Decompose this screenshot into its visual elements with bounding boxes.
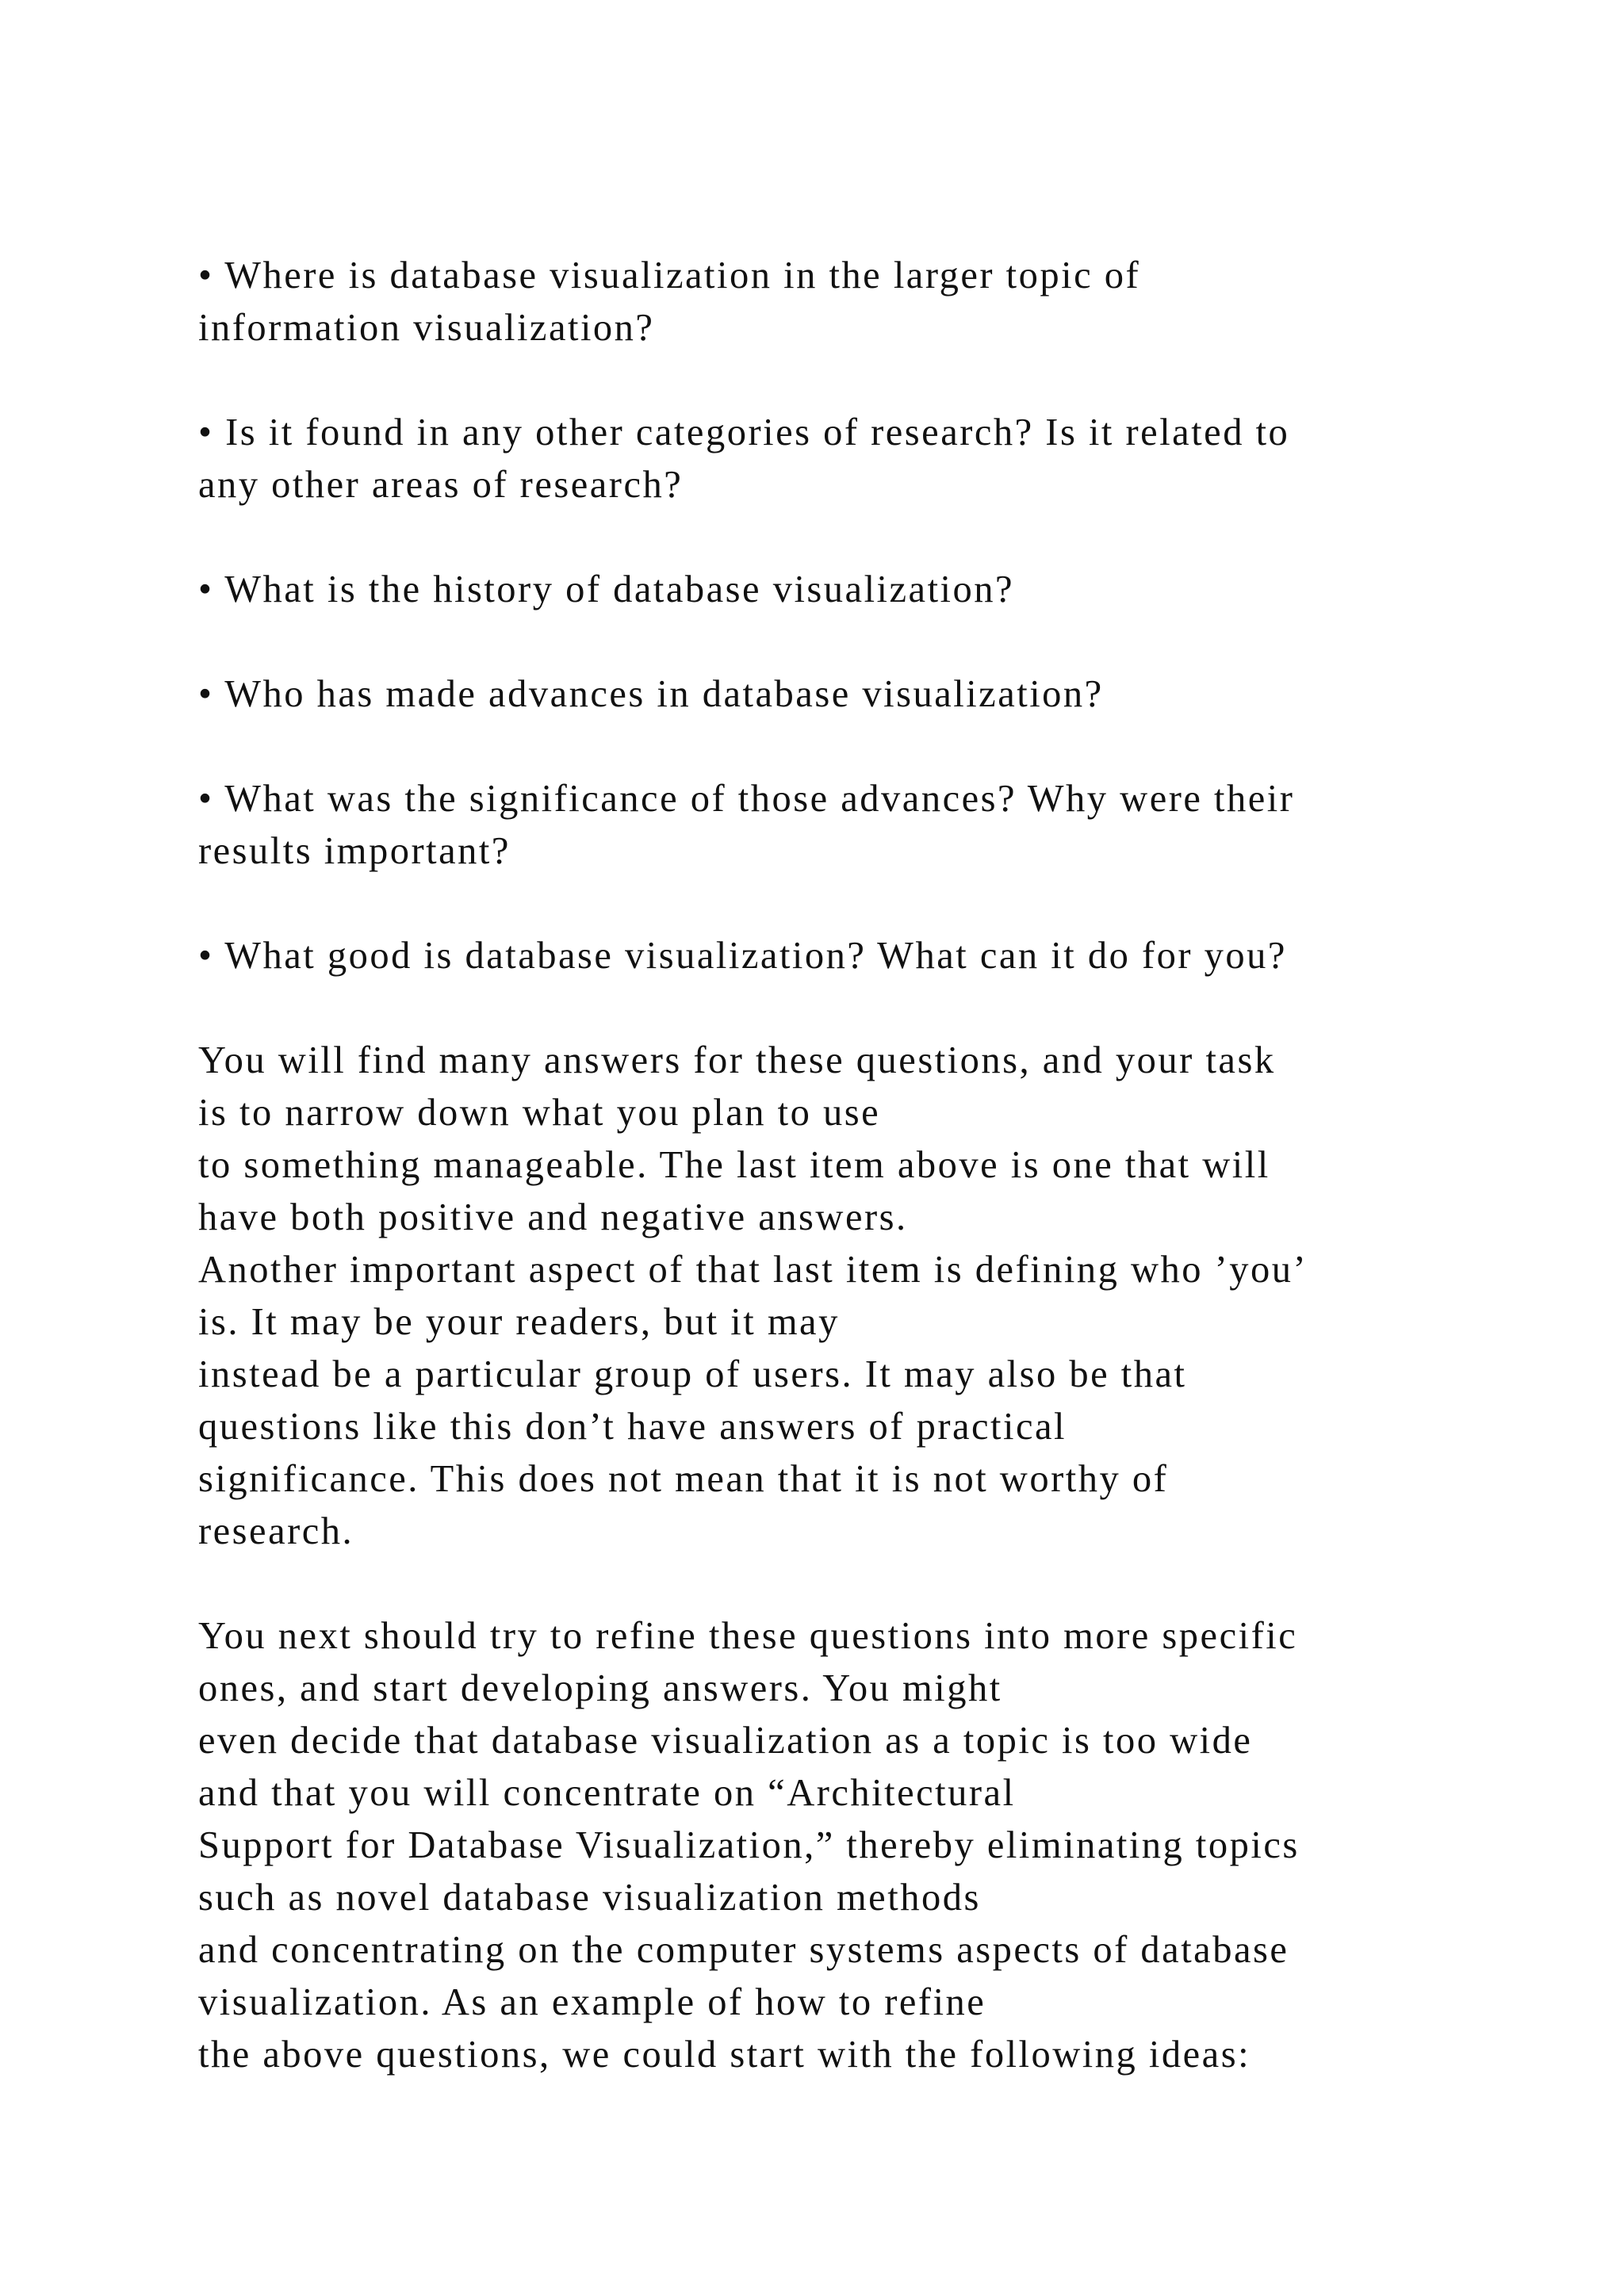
text-line: You will find many answers for these questions, and your task [198, 1039, 1276, 1081]
blank-line [198, 982, 1515, 1035]
text-line: • What was the significance of those advances? Why were their [198, 778, 1295, 820]
text-line: You next should try to refine these questions into more specific [198, 1615, 1298, 1657]
document-body [198, 250, 1515, 2081]
text-line: questions like this don’t have answers of practical [198, 1406, 1067, 1448]
blank-line [198, 616, 1515, 668]
text-line: the above questions, we could start with the following ideas: [198, 2034, 1251, 2076]
blank-line [198, 354, 1515, 407]
text-line: instead be a particular group of users. It may also be that [198, 1353, 1187, 1395]
text-line: Another important aspect of that last item is defining who ’you’ [198, 1249, 1308, 1291]
blank-line [198, 721, 1515, 773]
text-line: research. [198, 1510, 354, 1552]
text-line: ones, and start developing answers. You might [198, 1667, 1002, 1709]
text-line: to something manageable. The last item above is one that will [198, 1144, 1270, 1186]
text-line: • Is it found in any other categories of research? Is it related to [198, 411, 1290, 453]
text-line: is. It may be your readers, but it may [198, 1301, 840, 1343]
text-line: such as novel database visualization methods [198, 1877, 981, 1919]
text-line: visualization. As an example of how to refine [198, 1981, 986, 2023]
text-line: even decide that database visualization as a topic is too wide [198, 1720, 1253, 1762]
text-line: Support for Database Visualization,” thereby eliminating topics [198, 1824, 1300, 1866]
blank-line [198, 878, 1515, 930]
text-line: • What is the history of database visualization? [198, 568, 1015, 610]
text-line: have both positive and negative answers. [198, 1196, 908, 1238]
text-line: significance. This does not mean that it is not worthy of [198, 1458, 1169, 1500]
text-line: information visualization? [198, 307, 655, 349]
text-line: • Where is database visualization in the larger topic of [198, 254, 1141, 297]
text-line: • What good is database visualization? What can it do for you? [198, 935, 1287, 977]
text-line: • Who has made advances in database visualization? [198, 673, 1104, 715]
blank-line [198, 1558, 1515, 1610]
text-line: and that you will concentrate on “Architectural [198, 1772, 1016, 1814]
text-line: and concentrating on the computer systems aspects of database [198, 1929, 1289, 1971]
text-line: is to narrow down what you plan to use [198, 1092, 881, 1134]
blank-line [198, 511, 1515, 564]
text-line: any other areas of research? [198, 464, 684, 506]
text-line: results important? [198, 830, 511, 872]
